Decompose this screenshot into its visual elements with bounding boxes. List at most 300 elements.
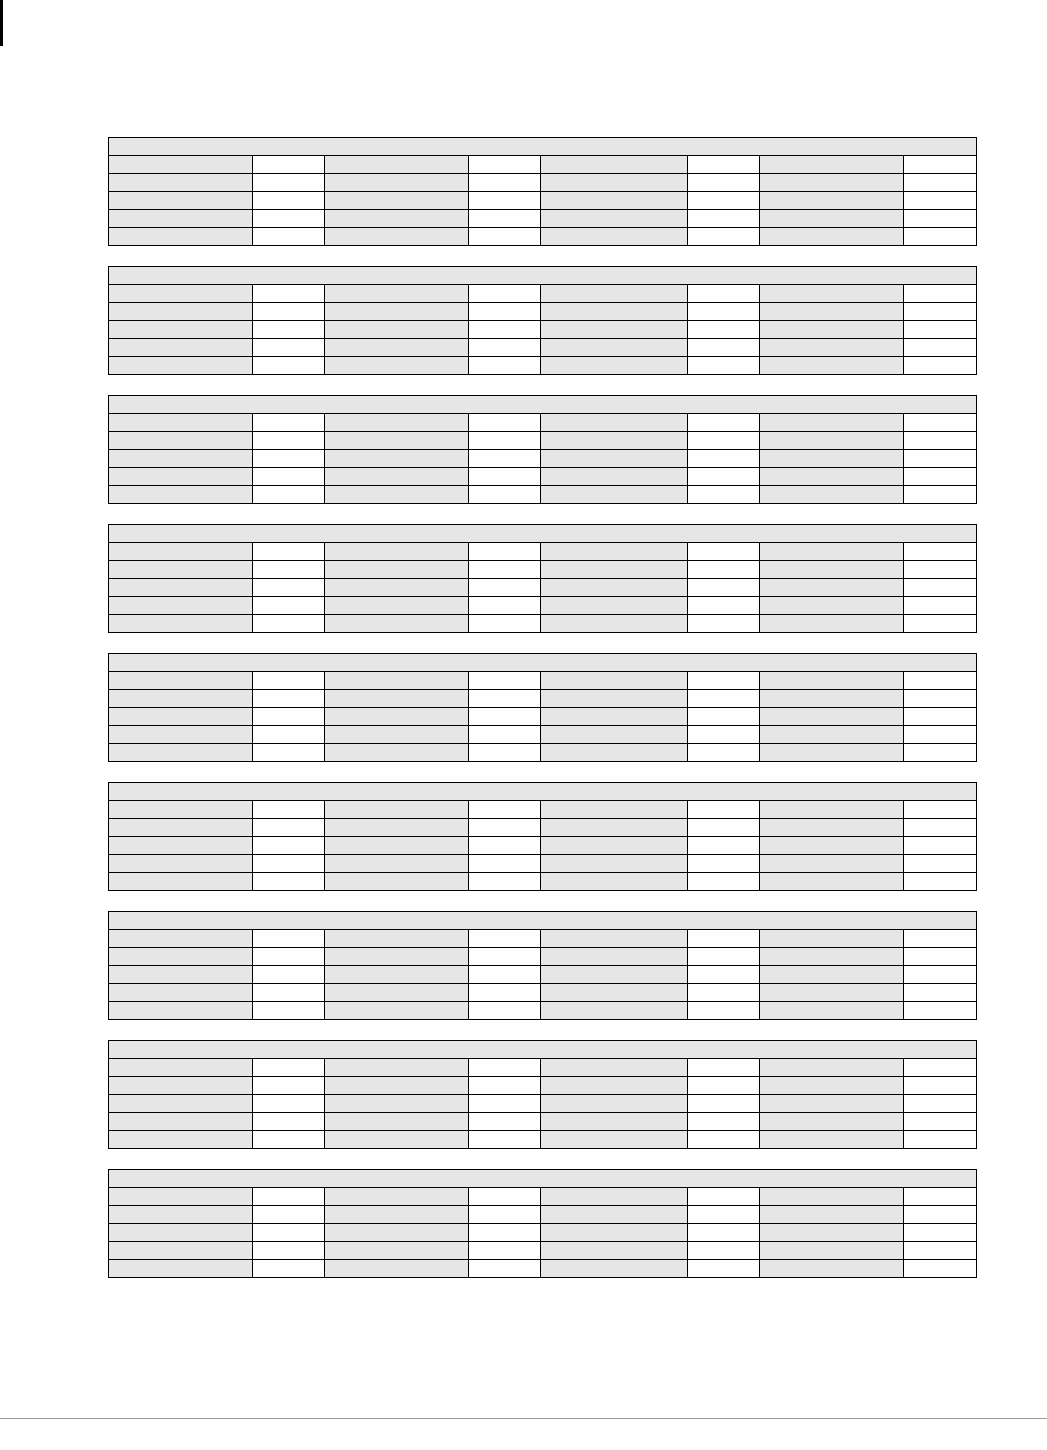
field-value[interactable] — [688, 156, 760, 174]
field-value[interactable] — [469, 726, 541, 744]
field-label — [325, 873, 469, 891]
field-value[interactable] — [253, 1113, 325, 1131]
field-label — [109, 1113, 253, 1131]
field-label — [760, 873, 904, 891]
field-value[interactable] — [688, 615, 760, 633]
field-value[interactable] — [688, 579, 760, 597]
table-row — [109, 837, 977, 855]
field-value[interactable] — [253, 801, 325, 819]
table-row — [109, 1224, 977, 1242]
field-value[interactable] — [904, 192, 977, 210]
field-value[interactable] — [904, 597, 977, 615]
field-value[interactable] — [688, 726, 760, 744]
field-label — [325, 1002, 469, 1020]
field-value[interactable] — [469, 192, 541, 210]
field-value[interactable] — [469, 930, 541, 948]
field-label — [760, 339, 904, 357]
field-label — [109, 228, 253, 246]
field-value[interactable] — [253, 561, 325, 579]
table-header-row — [109, 912, 977, 930]
field-label — [109, 486, 253, 504]
field-value[interactable] — [253, 303, 325, 321]
field-label — [325, 468, 469, 486]
field-label — [325, 210, 469, 228]
field-value[interactable] — [688, 1002, 760, 1020]
field-value[interactable] — [904, 1188, 977, 1206]
field-value[interactable] — [469, 744, 541, 762]
table-header — [109, 912, 977, 930]
field-value[interactable] — [904, 819, 977, 837]
field-label — [325, 1095, 469, 1113]
field-value[interactable] — [253, 1002, 325, 1020]
field-value[interactable] — [904, 450, 977, 468]
field-label — [760, 1113, 904, 1131]
field-value[interactable] — [469, 468, 541, 486]
field-value[interactable] — [688, 1077, 760, 1095]
field-value[interactable] — [253, 984, 325, 1002]
field-label — [325, 285, 469, 303]
field-label — [760, 285, 904, 303]
field-value[interactable] — [469, 690, 541, 708]
field-value[interactable] — [688, 174, 760, 192]
field-value[interactable] — [688, 744, 760, 762]
field-value[interactable] — [688, 339, 760, 357]
table-header-row — [109, 1041, 977, 1059]
field-value[interactable] — [688, 450, 760, 468]
field-value[interactable] — [904, 708, 977, 726]
field-label — [325, 1206, 469, 1224]
field-value[interactable] — [253, 966, 325, 984]
field-value[interactable] — [469, 1224, 541, 1242]
table-row — [109, 966, 977, 984]
field-value[interactable] — [904, 156, 977, 174]
field-label — [541, 1113, 688, 1131]
field-value[interactable] — [253, 468, 325, 486]
field-value[interactable] — [688, 228, 760, 246]
field-value[interactable] — [904, 1077, 977, 1095]
field-value[interactable] — [253, 450, 325, 468]
field-value[interactable] — [904, 744, 977, 762]
field-label — [109, 543, 253, 561]
field-label — [325, 1260, 469, 1278]
table-row — [109, 615, 977, 633]
field-label — [760, 156, 904, 174]
field-value[interactable] — [904, 690, 977, 708]
field-label — [325, 1113, 469, 1131]
field-value[interactable] — [904, 174, 977, 192]
field-value[interactable] — [904, 1224, 977, 1242]
field-label — [541, 873, 688, 891]
field-label — [760, 579, 904, 597]
field-label — [541, 597, 688, 615]
field-value[interactable] — [904, 801, 977, 819]
field-value[interactable] — [253, 543, 325, 561]
field-label — [760, 726, 904, 744]
field-label — [541, 1188, 688, 1206]
table-row — [109, 468, 977, 486]
field-value[interactable] — [253, 744, 325, 762]
field-value[interactable] — [469, 837, 541, 855]
field-label — [541, 303, 688, 321]
field-value[interactable] — [904, 1131, 977, 1149]
field-value[interactable] — [469, 1113, 541, 1131]
field-label — [760, 357, 904, 375]
table-row — [109, 1077, 977, 1095]
field-label — [541, 579, 688, 597]
field-value[interactable] — [469, 228, 541, 246]
field-value[interactable] — [469, 984, 541, 1002]
field-label — [109, 801, 253, 819]
field-label — [109, 579, 253, 597]
field-value[interactable] — [469, 1095, 541, 1113]
field-label — [760, 450, 904, 468]
field-label — [109, 357, 253, 375]
table-row — [109, 1002, 977, 1020]
field-value[interactable] — [253, 579, 325, 597]
field-value[interactable] — [904, 1113, 977, 1131]
field-value[interactable] — [469, 432, 541, 450]
field-value[interactable] — [904, 984, 977, 1002]
field-label — [109, 210, 253, 228]
field-value[interactable] — [904, 873, 977, 891]
field-value[interactable] — [904, 561, 977, 579]
field-label — [760, 1260, 904, 1278]
field-value[interactable] — [688, 855, 760, 873]
table-row — [109, 726, 977, 744]
field-value[interactable] — [688, 486, 760, 504]
field-value[interactable] — [253, 1242, 325, 1260]
field-label — [109, 615, 253, 633]
field-label — [325, 1188, 469, 1206]
field-label — [325, 708, 469, 726]
field-value[interactable] — [904, 966, 977, 984]
field-label — [541, 432, 688, 450]
table-header-row — [109, 138, 977, 156]
field-value[interactable] — [253, 672, 325, 690]
field-value[interactable] — [469, 1206, 541, 1224]
field-label — [541, 615, 688, 633]
field-label — [760, 744, 904, 762]
field-value[interactable] — [253, 837, 325, 855]
field-label — [541, 726, 688, 744]
field-value[interactable] — [469, 948, 541, 966]
field-value[interactable] — [469, 708, 541, 726]
table-row — [109, 1059, 977, 1077]
field-value[interactable] — [253, 708, 325, 726]
field-label — [325, 672, 469, 690]
field-value[interactable] — [253, 432, 325, 450]
field-value[interactable] — [469, 414, 541, 432]
field-value[interactable] — [904, 1095, 977, 1113]
field-value[interactable] — [688, 966, 760, 984]
footer-rule — [0, 1418, 1047, 1419]
field-value[interactable] — [253, 321, 325, 339]
table-row — [109, 948, 977, 966]
field-value[interactable] — [253, 339, 325, 357]
field-label — [760, 1188, 904, 1206]
table-row — [109, 543, 977, 561]
field-label — [109, 837, 253, 855]
field-label — [325, 1077, 469, 1095]
table-row — [109, 321, 977, 339]
field-value[interactable] — [688, 1206, 760, 1224]
field-label — [325, 579, 469, 597]
field-value[interactable] — [253, 873, 325, 891]
field-value[interactable] — [904, 726, 977, 744]
field-label — [760, 174, 904, 192]
field-value[interactable] — [469, 1077, 541, 1095]
field-value[interactable] — [688, 1260, 760, 1278]
field-value[interactable] — [469, 303, 541, 321]
field-value[interactable] — [688, 948, 760, 966]
field-label — [109, 156, 253, 174]
field-value[interactable] — [904, 228, 977, 246]
field-label — [109, 597, 253, 615]
field-label — [109, 1260, 253, 1278]
field-value[interactable] — [469, 672, 541, 690]
field-value[interactable] — [688, 210, 760, 228]
field-label — [760, 543, 904, 561]
field-label — [109, 192, 253, 210]
field-value[interactable] — [688, 357, 760, 375]
field-value[interactable] — [469, 579, 541, 597]
field-value[interactable] — [904, 579, 977, 597]
field-value[interactable] — [253, 1260, 325, 1278]
field-label — [325, 1224, 469, 1242]
field-value[interactable] — [253, 1095, 325, 1113]
field-value[interactable] — [904, 486, 977, 504]
field-label — [541, 930, 688, 948]
field-value[interactable] — [253, 285, 325, 303]
field-value[interactable] — [688, 837, 760, 855]
field-value[interactable] — [904, 1242, 977, 1260]
field-value[interactable] — [253, 357, 325, 375]
table-row — [109, 690, 977, 708]
field-value[interactable] — [688, 285, 760, 303]
field-label — [760, 192, 904, 210]
field-label — [541, 321, 688, 339]
field-value[interactable] — [253, 1077, 325, 1095]
field-value[interactable] — [688, 303, 760, 321]
field-value[interactable] — [469, 1242, 541, 1260]
field-value[interactable] — [469, 156, 541, 174]
field-label — [109, 321, 253, 339]
field-value[interactable] — [688, 561, 760, 579]
field-label — [325, 1059, 469, 1077]
field-value[interactable] — [253, 228, 325, 246]
field-value[interactable] — [688, 432, 760, 450]
table-row — [109, 174, 977, 192]
field-value[interactable] — [469, 1002, 541, 1020]
field-value[interactable] — [469, 1188, 541, 1206]
field-value[interactable] — [688, 1242, 760, 1260]
field-value[interactable] — [469, 210, 541, 228]
field-value[interactable] — [688, 819, 760, 837]
table-header — [109, 1170, 977, 1188]
field-value[interactable] — [253, 1131, 325, 1149]
field-value[interactable] — [688, 1059, 760, 1077]
field-value[interactable] — [904, 285, 977, 303]
field-value[interactable] — [469, 321, 541, 339]
field-value[interactable] — [253, 726, 325, 744]
field-value[interactable] — [688, 930, 760, 948]
field-value[interactable] — [688, 1095, 760, 1113]
field-value[interactable] — [253, 192, 325, 210]
field-value[interactable] — [253, 1188, 325, 1206]
field-value[interactable] — [904, 855, 977, 873]
field-label — [325, 930, 469, 948]
field-label — [760, 855, 904, 873]
field-value[interactable] — [688, 1131, 760, 1149]
field-value[interactable] — [904, 948, 977, 966]
field-value[interactable] — [469, 819, 541, 837]
field-value[interactable] — [253, 1224, 325, 1242]
field-value[interactable] — [469, 801, 541, 819]
field-label — [760, 468, 904, 486]
field-value[interactable] — [688, 984, 760, 1002]
field-label — [325, 303, 469, 321]
field-value[interactable] — [688, 192, 760, 210]
table-header — [109, 654, 977, 672]
field-value[interactable] — [469, 597, 541, 615]
field-value[interactable] — [904, 414, 977, 432]
field-value[interactable] — [469, 561, 541, 579]
field-label — [760, 1077, 904, 1095]
field-value[interactable] — [904, 672, 977, 690]
field-value[interactable] — [469, 966, 541, 984]
field-value[interactable] — [688, 690, 760, 708]
field-value[interactable] — [469, 543, 541, 561]
field-value[interactable] — [469, 486, 541, 504]
field-value[interactable] — [904, 1206, 977, 1224]
field-label — [109, 966, 253, 984]
table-row — [109, 561, 977, 579]
field-label — [760, 615, 904, 633]
field-label — [760, 930, 904, 948]
field-label — [760, 1206, 904, 1224]
field-label — [109, 819, 253, 837]
field-value[interactable] — [904, 468, 977, 486]
field-label — [109, 690, 253, 708]
field-value[interactable] — [688, 1188, 760, 1206]
table-row — [109, 285, 977, 303]
field-value[interactable] — [904, 930, 977, 948]
field-value[interactable] — [688, 672, 760, 690]
field-value[interactable] — [904, 543, 977, 561]
field-label — [109, 744, 253, 762]
field-value[interactable] — [253, 210, 325, 228]
table-row — [109, 228, 977, 246]
field-value[interactable] — [904, 339, 977, 357]
field-value[interactable] — [469, 285, 541, 303]
field-value[interactable] — [469, 1131, 541, 1149]
field-label — [109, 1077, 253, 1095]
field-value[interactable] — [688, 321, 760, 339]
field-label — [325, 561, 469, 579]
field-label — [325, 801, 469, 819]
field-value[interactable] — [688, 543, 760, 561]
field-label — [325, 339, 469, 357]
field-value[interactable] — [469, 873, 541, 891]
field-label — [109, 339, 253, 357]
field-label — [760, 432, 904, 450]
field-value[interactable] — [253, 174, 325, 192]
field-value[interactable] — [688, 801, 760, 819]
field-value[interactable] — [688, 414, 760, 432]
field-label — [760, 1224, 904, 1242]
field-value[interactable] — [904, 1059, 977, 1077]
field-label — [541, 948, 688, 966]
field-label — [109, 414, 253, 432]
field-label — [541, 285, 688, 303]
field-value[interactable] — [469, 357, 541, 375]
field-label — [760, 228, 904, 246]
field-value[interactable] — [904, 615, 977, 633]
field-value[interactable] — [469, 615, 541, 633]
field-label — [760, 1059, 904, 1077]
field-label — [109, 450, 253, 468]
field-label — [109, 1059, 253, 1077]
field-value[interactable] — [253, 819, 325, 837]
field-value[interactable] — [253, 486, 325, 504]
field-value[interactable] — [904, 1002, 977, 1020]
field-value[interactable] — [904, 210, 977, 228]
table-row — [109, 930, 977, 948]
field-value[interactable] — [253, 1206, 325, 1224]
field-value[interactable] — [904, 1260, 977, 1278]
field-value[interactable] — [688, 1113, 760, 1131]
field-value[interactable] — [253, 615, 325, 633]
field-value[interactable] — [253, 597, 325, 615]
field-value[interactable] — [688, 708, 760, 726]
field-label — [541, 984, 688, 1002]
field-value[interactable] — [904, 837, 977, 855]
field-value[interactable] — [253, 156, 325, 174]
field-label — [541, 690, 688, 708]
field-value[interactable] — [253, 948, 325, 966]
field-value[interactable] — [688, 873, 760, 891]
table-header-row — [109, 783, 977, 801]
field-value[interactable] — [469, 1260, 541, 1278]
field-label — [325, 966, 469, 984]
field-value[interactable] — [904, 432, 977, 450]
field-label — [109, 1095, 253, 1113]
field-value[interactable] — [469, 450, 541, 468]
table-row — [109, 192, 977, 210]
table-header-row — [109, 654, 977, 672]
table-header — [109, 525, 977, 543]
field-label — [541, 192, 688, 210]
field-value[interactable] — [904, 357, 977, 375]
field-value[interactable] — [469, 855, 541, 873]
field-value[interactable] — [253, 414, 325, 432]
field-value[interactable] — [688, 468, 760, 486]
field-label — [541, 1260, 688, 1278]
field-value[interactable] — [253, 930, 325, 948]
field-value[interactable] — [253, 1059, 325, 1077]
field-label — [541, 468, 688, 486]
field-label — [760, 1131, 904, 1149]
field-value[interactable] — [469, 1059, 541, 1077]
field-value[interactable] — [904, 303, 977, 321]
field-value[interactable] — [469, 174, 541, 192]
field-value[interactable] — [688, 597, 760, 615]
field-value[interactable] — [904, 321, 977, 339]
field-value[interactable] — [253, 855, 325, 873]
field-value[interactable] — [688, 1224, 760, 1242]
field-value[interactable] — [469, 339, 541, 357]
field-value[interactable] — [253, 690, 325, 708]
